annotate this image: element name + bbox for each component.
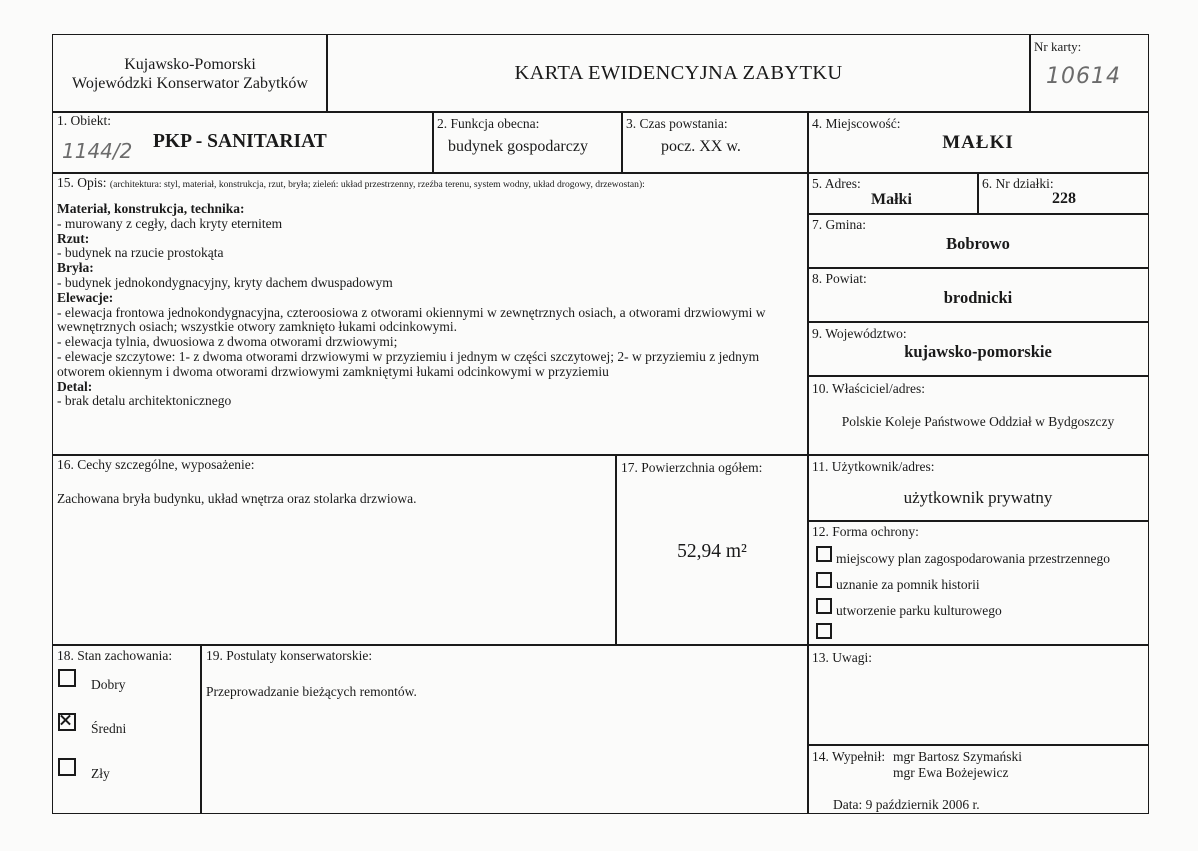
opis-text-rzut: - budynek na rzucie prostokąta [57, 245, 224, 261]
wlasciciel-value: Polskie Koleje Państwowe Oddział w Bydgoszczy [841, 414, 1115, 429]
funkcja-label: 2. Funkcja obecna: [437, 116, 540, 131]
obiekt-label: 1. Obiekt: [57, 113, 111, 128]
wypelnil-date: Data: 9 październik 2006 r. [833, 797, 980, 812]
stan-option-zly: Zły [91, 766, 110, 781]
forma-option-plan: miejscowy plan zagospodarowania przestrzennego [836, 551, 1111, 566]
org-line-2: Wojewódzki Konserwator Zabytków [72, 75, 308, 92]
czas-label: 3. Czas powstania: [626, 116, 728, 131]
obiekt-handwritten-number: 1144/2 [62, 139, 133, 163]
powierzchnia-value: 52,94 m² [677, 541, 747, 562]
uzytkownik-value: użytkownik prywatny [903, 488, 1053, 507]
funkcja-value: budynek gospodarczy [448, 138, 588, 155]
forma-option-pomnik: uznanie za pomnik historii [836, 577, 980, 592]
opis-heading-elewacje: Elewacje: [57, 289, 114, 305]
opis-text-elewacja-tylnia: - elewacja tylnia, dwuosiowa z dwoma otworami drzwiowymi; [57, 334, 398, 350]
postulaty-value: Przeprowadzanie bieżących remontów. [206, 684, 417, 699]
stan-checkbox-zly[interactable] [58, 758, 76, 776]
opis-content [57, 202, 807, 409]
forma-option-park: utworzenie parku kulturowego [836, 603, 1002, 618]
opis-text-elewacje-szczytowe: - elewacje szczytowe: 1- z dwoma otworami drzwiowymi w przyziemiu i jednym w części szczytowej; 2- w przyziemiu z jednym otworem okiennym i dwoma otworami drzwiowymi zamkniętymi łukami odcinkowymi w przyziemiu [57, 348, 760, 379]
powiat-label: 8. Powiat: [812, 271, 867, 286]
wojewodztwo-value: kujawsko-pomorskie [904, 342, 1052, 361]
adres-label: 5. Adres: [812, 176, 861, 191]
uwagi-label: 13. Uwagi: [812, 650, 872, 665]
cechy-box [52, 454, 617, 646]
czas-value: pocz. XX w. [661, 138, 741, 155]
gmina-label: 7. Gmina: [812, 217, 866, 232]
page-title: KARTA EWIDENCYJNA ZABYTKU [514, 62, 843, 84]
opis-hint: (architektura: styl, materiał, konstrukcja, rzut, bryła; zieleń: układ przestrzenny, rzeźba terenu, system wodny, układ drogowy, drzewostan): [109, 179, 645, 190]
gmina-value: Bobrowo [946, 234, 1010, 253]
dzialka-value: 228 [1052, 190, 1076, 207]
opis-heading-rzut: Rzut: [57, 230, 90, 246]
forma-checkbox-plan[interactable] [816, 546, 832, 562]
cechy-label: 16. Cechy szczególne, wyposażenie: [57, 457, 255, 472]
wypelnil-name-1: mgr Bartosz Szymański [893, 749, 1022, 764]
stan-label: 18. Stan zachowania: [57, 648, 173, 663]
opis-text-material: - murowany z cegły, dach kryty eternitem [57, 215, 283, 231]
stan-option-dobry: Dobry [91, 677, 126, 692]
nr-karty-handwritten: 10614 [1046, 64, 1121, 89]
dzialka-label: 6. Nr działki: [982, 176, 1054, 191]
miejscowosc-value: MAŁKI [942, 132, 1014, 153]
cechy-value: Zachowana bryła budynku, układ wnętrza oraz stolarka drzwiowa. [57, 491, 417, 506]
stan-checkbox-dobry[interactable] [58, 669, 76, 687]
uzytkownik-label: 11. Użytkownik/adres: [812, 459, 935, 474]
stan-checkbox-sredni[interactable] [58, 713, 76, 731]
miejscowosc-label: 4. Miejscowość: [812, 116, 901, 131]
postulaty-label: 19. Postulaty konserwatorskie: [206, 648, 373, 663]
powiat-value: brodnicki [943, 288, 1013, 307]
wypelnil-name-2: mgr Ewa Bożejewicz [893, 765, 1009, 780]
opis-heading-material: Materiał, konstrukcja, technika: [57, 201, 245, 216]
postulaty-box [200, 644, 809, 814]
opis-text-detal: - brak detalu architektonicznego [57, 393, 232, 409]
forma-checkbox-pomnik[interactable] [816, 572, 832, 588]
stan-option-sredni: Średni [91, 721, 127, 736]
powierzchnia-label: 17. Powierzchnia ogółem: [621, 460, 763, 475]
opis-label [57, 175, 645, 192]
wypelnil-label: 14. Wypełnił: [812, 749, 886, 764]
opis-text-elewacja-frontowa: - elewacja frontowa jednokondygnacyjna, czteroosiowa z otworami okiennymi w zewnętrznych osiach, a otworami drzwiowymi w wewnętrznych osiach; wszystkie otwory zamknięto łukami odcinkowymi. [57, 304, 766, 335]
forma-label: 12. Forma ochrony: [812, 524, 919, 539]
opis-text-bryla: - budynek jednokondygnacyjny, kryty dachem dwuspadowym [57, 274, 393, 290]
obiekt-value: PKP - SANITARIAT [153, 131, 327, 152]
org-line-1: Kujawsko-Pomorski [124, 56, 256, 73]
adres-value: Małki [871, 191, 912, 208]
nr-karty-label: Nr karty: [1034, 39, 1082, 54]
opis-label-text: 15. Opis: [57, 175, 107, 190]
forma-checkbox-park[interactable] [816, 598, 832, 614]
opis-heading-detal: Detal: [57, 378, 93, 394]
opis-heading-bryla: Bryła: [57, 260, 94, 276]
wojewodztwo-label: 9. Województwo: [812, 326, 907, 341]
forma-checkbox-empty[interactable] [816, 623, 832, 639]
wlasciciel-label: 10. Właściciel/adres: [812, 381, 925, 396]
